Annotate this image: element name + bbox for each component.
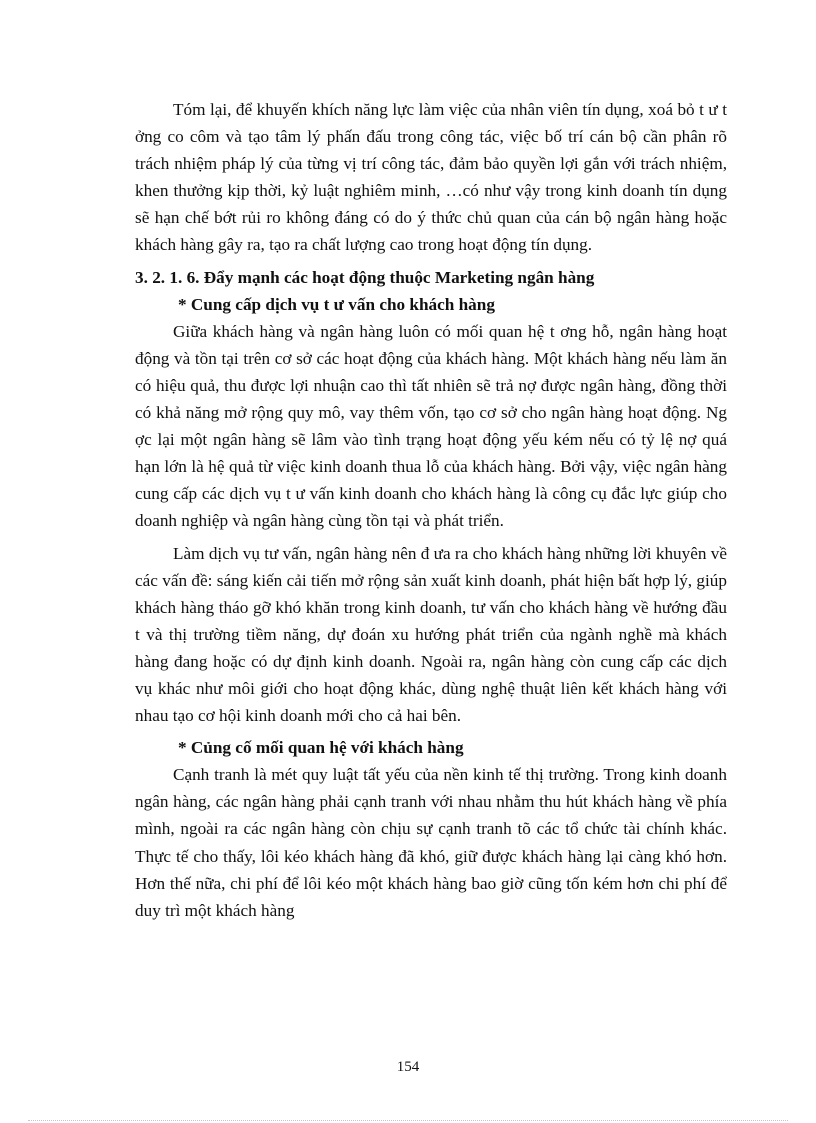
subheading-consulting-services: * Cung cấp dịch vụ t ư vấn cho khách hàng xyxy=(178,294,495,314)
paragraph-consulting-advice: Làm dịch vụ tư vấn, ngân hàng nên đ ưa ra cho khách hàng những lời khuyên về các vấn đề: sáng kiến cải tiến mở rộng sản xuất kinh doanh, phát hiện bất hợp lý, giúp khách hàng tháo gỡ khó khăn trong kinh doanh, tư vấn cho khách hàng về hướng đầu t và thị trường tiềm năng, dự đoán xu hướng phát triển của ngành nghề mà khách hàng đang hoặc có dự định kinh doanh. Ngoài ra, ngân hàng còn cung cấp các dịch vụ khác như môi giới cho hoạt động khác, dùng nghệ thuật liên kết khách hàng với nhau tạo cơ hội kinh doanh mới cho cả hai bên. xyxy=(135,543,727,726)
section-heading: 3. 2. 1. 6. Đẩy mạnh các hoạt động thuộc Marketing ngân hàng xyxy=(135,267,595,287)
paragraph-summary: Tóm lại, để khuyến khích năng lực làm việc của nhân viên tín dụng, xoá bỏ t ư t ởng co côm và tạo tâm lý phấn đấu trong công tác, việc bố trí cán bộ cần phân rõ trách nhiệm pháp lý của từng vị trí công tác, đảm bảo quyền lợi gắn với trách nhiệm, khen thưởng kịp thời, kỷ luật nghiêm minh, …có như vậy trong kinh doanh tín dụng sẽ hạn chế bớt rủi ro không đáng có do ý thức chủ quan của cán bộ ngân hàng hoặc khách hàng gây ra, tạo ra chất lượng cao trong hoạt động tín dụng. xyxy=(135,100,727,255)
subheading-customer-relationship: * Củng cố mối quan hệ với khách hàng xyxy=(178,738,464,758)
page-number: 154 xyxy=(396,1059,420,1075)
bottom-dotted-rule xyxy=(28,1120,788,1121)
document-page xyxy=(135,96,727,924)
paragraph-customer-bank-relationship: Giữa khách hàng và ngân hàng luôn có mối quan hệ t ơng hỗ, ngân hàng hoạt động và tồn tại trên cơ sở các hoạt động của khách hàng. Một khách hàng nếu làm ăn có hiệu quả, thu được lợi nhuận cao thì tất nhiên sẽ trả nợ được ngân hàng, đồng thời có khả năng mở rộng quy mô, vay thêm vốn, tạo cơ sở cho ngân hàng hoạt động. Ng ợc lại một ngân hàng sẽ lâm vào tình trạng hoạt động yếu kém nếu có tỷ lệ nợ quá hạn lớn là hệ quả từ việc kinh doanh thua lỗ của khách hàng. Bởi vậy, việc ngân hàng cung cấp các dịch vụ t ư vấn kinh doanh cho khách hàng là công cụ đắc lực giúp cho doanh nghiệp và ngân hàng cùng tồn tại và phát triển. xyxy=(135,321,727,531)
paragraph-competition: Cạnh tranh là mét quy luật tất yếu của nền kinh tế thị trường. Trong kinh doanh ngân hàng, các ngân hàng phải cạnh tranh với nhau nhằm thu hút khách hàng về phía mình, ngoài ra các ngân hàng còn chịu sự cạnh tranh tõ các tổ chức tài chính khác. Thực tế cho thấy, lôi kéo khách hàng đã khó, giữ được khách hàng lại càng khó hơn. Hơn thế nữa, chi phí để lôi kéo một khách hàng bao giờ cũng tốn kém hơn chi phí để duy trì một khách hàng xyxy=(135,765,727,920)
